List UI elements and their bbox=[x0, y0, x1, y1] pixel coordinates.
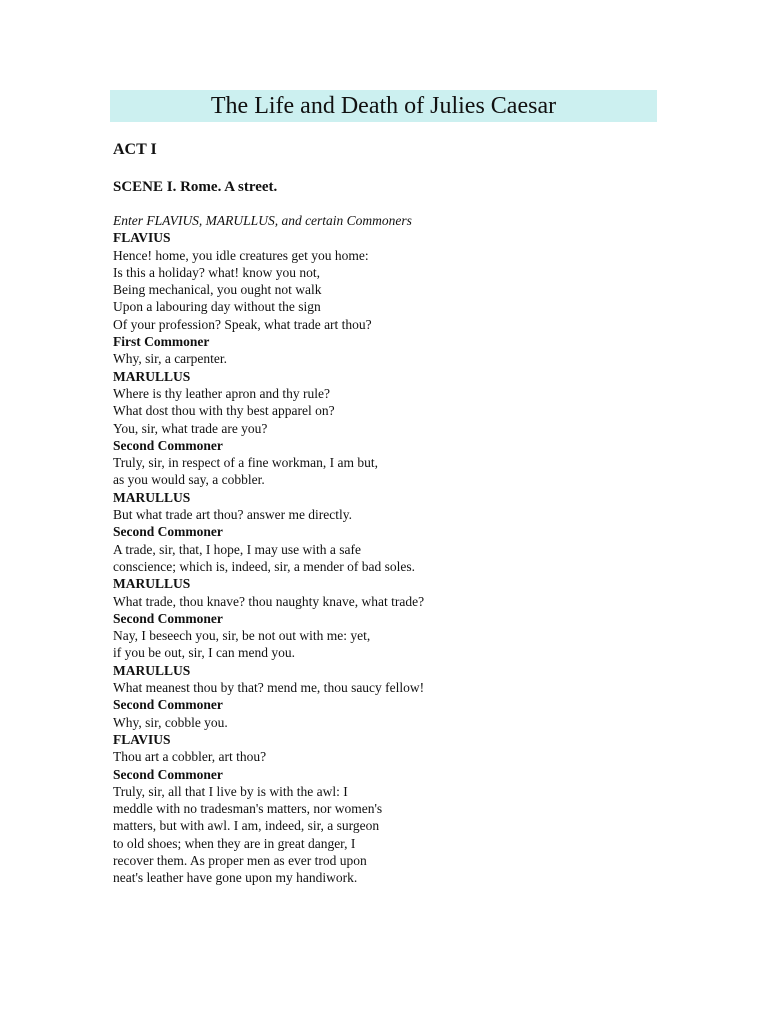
speech-line: Upon a labouring day without the sign bbox=[113, 299, 321, 315]
speech-line: Truly, sir, in respect of a fine workman, I am but, bbox=[113, 455, 379, 471]
speech-line: What meanest thou by that? mend me, thou saucy fellow! bbox=[113, 680, 425, 696]
speaker-name: Second Commoner bbox=[113, 697, 223, 713]
speech-line: Being mechanical, you ought not walk bbox=[113, 282, 322, 298]
speaker-name: MARULLUS bbox=[113, 368, 191, 384]
speaker-name: MARULLUS bbox=[113, 489, 191, 505]
speech-line: Is this a holiday? what! know you not, bbox=[113, 264, 320, 280]
speech-line: meddle with no tradesman's matters, nor women's bbox=[113, 801, 383, 817]
speech-line: Where is thy leather apron and thy rule? bbox=[113, 385, 331, 401]
speaker-name: First Commoner bbox=[113, 334, 210, 350]
speech-line: Truly, sir, all that I live by is with the awl: I bbox=[113, 783, 348, 799]
act-heading: ACT I bbox=[113, 141, 157, 158]
speech-line: neat's leather have gone upon my handiwork. bbox=[113, 870, 358, 886]
speech-line: to old shoes; when they are in great danger, I bbox=[113, 835, 356, 851]
speech-line: Thou art a cobbler, art thou? bbox=[113, 749, 267, 765]
speech-line: Hence! home, you idle creatures get you home: bbox=[113, 247, 369, 263]
speaker-name: Second Commoner bbox=[113, 437, 223, 453]
speech-line: A trade, sir, that, I hope, I may use with a safe bbox=[113, 541, 362, 557]
speech-line: Why, sir, a carpenter. bbox=[113, 351, 228, 367]
script-body bbox=[113, 212, 673, 887]
speaker-name: Second Commoner bbox=[113, 610, 223, 626]
document-title: The Life and Death of Julies Caesar bbox=[210, 93, 557, 119]
speech-line: Why, sir, cobble you. bbox=[113, 714, 228, 730]
scene-heading: SCENE I. Rome. A street. bbox=[113, 179, 278, 195]
speech-line: What dost thou with thy best apparel on? bbox=[113, 403, 335, 419]
stage-direction: Enter FLAVIUS, MARULLUS, and certain Commoners bbox=[113, 213, 412, 228]
speech-line: Nay, I beseech you, sir, be not out with me: yet, bbox=[113, 628, 371, 644]
title-banner bbox=[110, 90, 657, 122]
speaker-name: MARULLUS bbox=[113, 662, 191, 678]
speech-line: matters, but with awl. I am, indeed, sir, a surgeon bbox=[113, 818, 380, 834]
speech-line: as you would say, a cobbler. bbox=[113, 472, 265, 488]
speech-line: What trade, thou knave? thou naughty knave, what trade? bbox=[113, 593, 425, 609]
speech-line: Of your profession? Speak, what trade art thou? bbox=[113, 316, 372, 332]
speaker-name: Second Commoner bbox=[113, 766, 223, 782]
speaker-name: MARULLUS bbox=[113, 576, 191, 592]
speech-line: recover them. As proper men as ever trod upon bbox=[113, 852, 367, 868]
speaker-name: Second Commoner bbox=[113, 524, 223, 540]
speech-line: You, sir, what trade are you? bbox=[113, 420, 268, 436]
speech-line: conscience; which is, indeed, sir, a mender of bad soles. bbox=[113, 558, 415, 574]
speaker-name: FLAVIUS bbox=[113, 731, 171, 747]
speech-line: But what trade art thou? answer me directly. bbox=[113, 507, 353, 523]
speaker-name: FLAVIUS bbox=[113, 230, 171, 246]
speech-line: if you be out, sir, I can mend you. bbox=[113, 645, 296, 661]
